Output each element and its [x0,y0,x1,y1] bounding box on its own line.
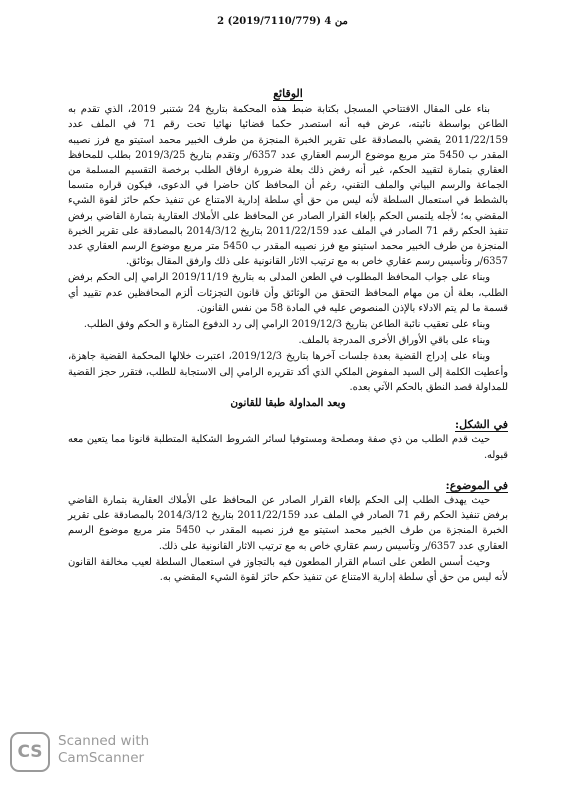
camscanner-watermark [10,728,160,778]
paragraph-appellant-rebuttal: وبناء على تعقيب نائبة الطاعن بتاريخ 2019/12/3 الرامي إلى رد الدفوع المثارة و الحكم وفق الطلب. [83,319,490,331]
form-section-heading: في الشكل: [455,418,508,432]
paragraph-respondent-reply: وبناء على جواب المحافظ المطلوب في الطعن المدلى به بتاريخ 2019/11/19 الرامي إلى الحكم برفض الطلب، بعلة أن من مهام المحافظ التحقق من الوثائق وأن قانون التجزئات ألزم المحافظين عدم تقييد أي قسمة ما لم يتم الادلاء بالإذن المنصوص عليه في المادة 58 من نفس القانون. [68,272,508,314]
camscanner-logo-icon: CS [10,732,50,772]
watermark-line-1: Scanned with [58,733,150,749]
paragraph-other-documents: وبناء على باقي الأوراق الأخرى المدرجة بالملف. [298,335,490,347]
paragraph-hearings: وبناء على إدراج القضية بعدة جلسات آخرها بتاريخ 2019/12/3، اعتبرت خلالها المحكمة القضية جاهزة، وأعطيت الكلمة إلى السيد المفوض الملكي الذي أكد تقريره الرامي إلى الاستجابة للطلب، فتقرر حجز القضية للمداولة قصد النطق بالحكم الآتي بعده. [68,351,508,393]
form-section-text: حيث قدم الطلب من ذي صفة ومصلحة ومستوفيا لسائر الشروط الشكلية المتطلبة قانونا مما يتعين معه قبوله. [68,434,508,461]
substance-section-heading: في الموضوع: [445,478,508,492]
substance-paragraph-aim: حيث يهدف الطلب إلى الحكم بإلغاء القرار الصادر عن المحافظ على الأملاك العقارية بتمارة القاضي برفض تنفيذ الحكم رقم 71 الصادر في الملف عدد 2011/22/159 بتاريخ 2014/3/12 بالمصادقة على تقرير الخبرة المنجزة من طرف الخبير محمد استيتو مع فرز نصيبه المقدر ب 5450 متر مربع موضوع الرسم العقاري عدد 6357/ر وتأسيس رسم عقاري خاص به مع ترتيب الاثار القانونية على ذلك. [68,495,508,552]
document-body [68,86,508,586]
watermark-line-2: CamScanner [58,750,145,766]
substance-paragraph-grounds: وحيث أسس الطعن على اتسام القرار المطعون فيه بالتجاوز في استعمال السلطة لعيب مخالفة القانون لأنه ليس من حق أي سلطة إدارية الامتناع عن تنفيذ حكم حائز لقوة الشيء المقضي به. [68,556,508,584]
paragraph-opening-petition: بناء على المقال الافتتاحي المسجل بكتابة ضبط هذه المحكمة بتاريخ 24 شتنبر 2019، الذي تقدم به الطاعن بواسطة نائبته، عرض فيه أنه استصدر حكما قضائيا نهائيا تحت رقم 71 في الملف عدد 2011/22/159 يقضي بالمصادقة على تقرير الخبرة المنجزة من طرف الخبير محمد استيتو مع فرز نصيبه المقدر ب 5450 متر مربع موضوع الرسم العقاري عدد 6357/ر وتقدم بتاريخ 2019/3/25 بطلب للمحافظ العقاري بتمارة لتقييد الحكم، غير أنه رفض ذلك بعلة ضرورة ارفاق الطلب برخصة التقسيم المسلمة من الجماعة والرسم البياني والملف التقني، رغم أن المحافظ كان حاضرا في الدعوى، فيكون قراره متسما بالشطط في استعمال السلطة لأنه ليس من حق أي سلطة إدارية الامتناع عن تنفيذ حكم حائز لقوة الشيء المقضي به؛ لأجله يلتمس الحكم بإلغاء القرار الصادر عن المحافظ على الأملاك العقارية بتمارة القاضي برفض تنفيذ الحكم رقم 71 الصادر في الملف عدد 2011/22/159 بتاريخ 2014/3/12 بالمصادقة على تقرير الخبرة المنجزة من طرف الخبير محمد استيتو مع فرز نصيبه المقدر ب 5450 متر مربع موضوع الرسم العقاري عدد 6357/ر وتأسيس رسم عقاري خاص به مع ترتيب الاثار القانونية على ذلك وارفق المقال بوثائق. [68,104,508,268]
page-header: 2 من 4 (2019/7110/779) [217,16,348,27]
watermark-text [58,733,149,767]
deliberation-heading: وبعد المداولة طبقا للقانون [230,397,346,410]
facts-title: الوقائع [273,87,303,100]
